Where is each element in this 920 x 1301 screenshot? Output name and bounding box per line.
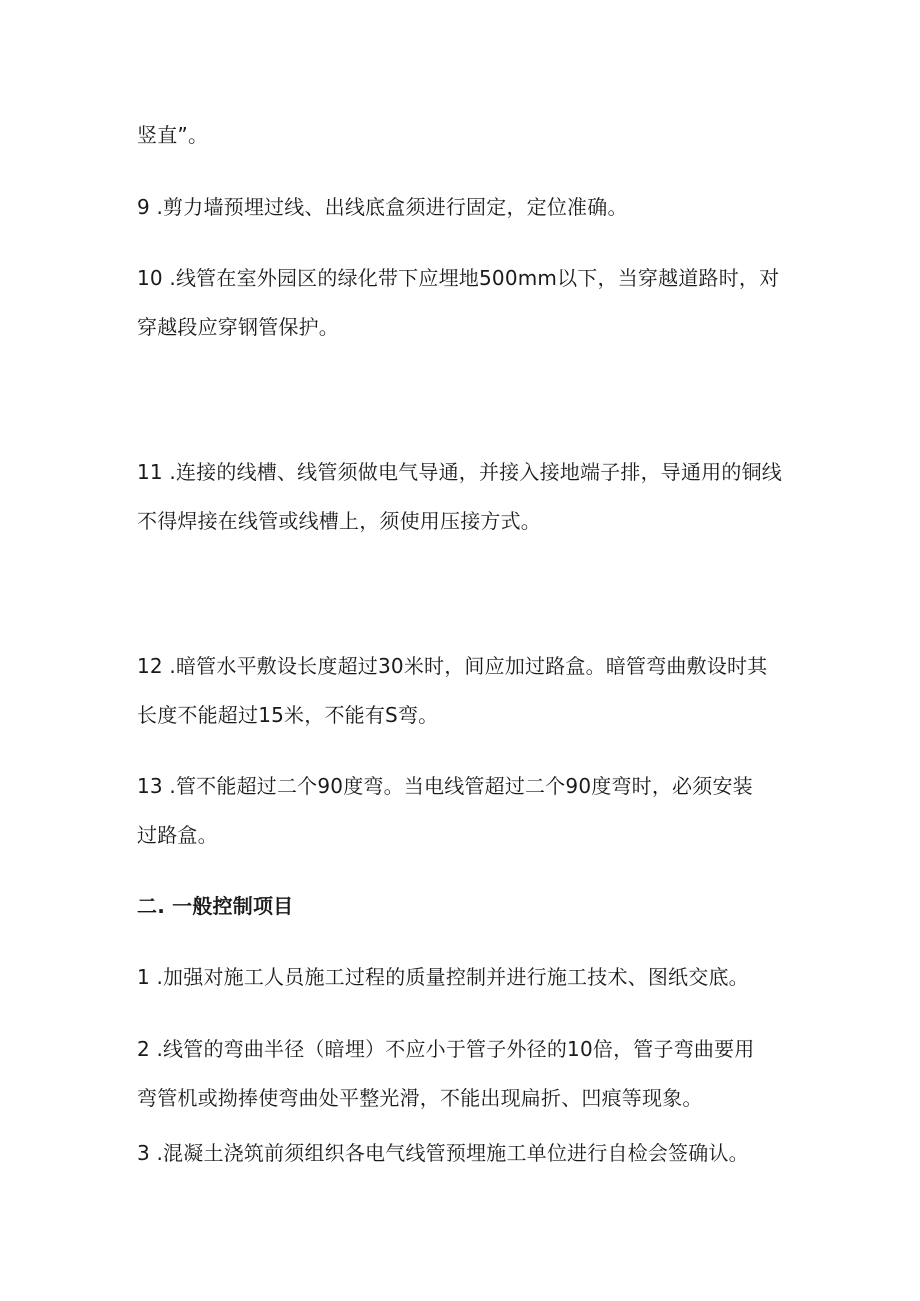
item-11-line-2: 不得焊接在线管或线槽上，须使用压接方式。 [137, 509, 541, 533]
item-12-line-1: 12 .暗管水平敷设长度超过30米时，间应加过路盒。暗管弯曲敷设时其 [137, 654, 768, 678]
item-10-line-1: 10 .线管在室外园区的绿化带下应埋地500mm以下，当穿越道路时，对 [137, 266, 780, 290]
text-line-continuation: 竖直”。 [137, 123, 209, 147]
item-9: 9 .剪力墙预埋过线、出线底盒须进行固定，定位准确。 [137, 195, 628, 219]
item-13-line-1: 13 .管不能超过二个90度弯。当电线管超过二个90度弯时，必须安装 [137, 774, 753, 798]
general-item-2-line-1: 2 .线管的弯曲半径（暗埋）不应小于管子外径的10倍，管子弯曲要用 [137, 1037, 755, 1061]
section-heading: 二. 一般控制项目 [137, 894, 294, 918]
item-12-line-2: 长度不能超过15米，不能有S弯。 [137, 703, 439, 727]
general-item-3: 3 .混凝土浇筑前须组织各电气线管预埋施工单位进行自检会签确认。 [137, 1141, 749, 1165]
general-item-2-line-2: 弯管机或拗捧使弯曲处平整光滑，不能出现扁折、凹痕等现象。 [137, 1086, 703, 1110]
general-item-1: 1 .加强对施工人员施工过程的质量控制并进行施工技术、图纸交底。 [137, 965, 749, 989]
item-10-line-2: 穿越段应穿钢管保护。 [137, 315, 339, 339]
item-11-line-1: 11 .连接的线槽、线管须做电气导通，并接入接地端子排，导通用的铜线 [137, 460, 782, 484]
item-13-line-2: 过路盒。 [137, 823, 218, 847]
